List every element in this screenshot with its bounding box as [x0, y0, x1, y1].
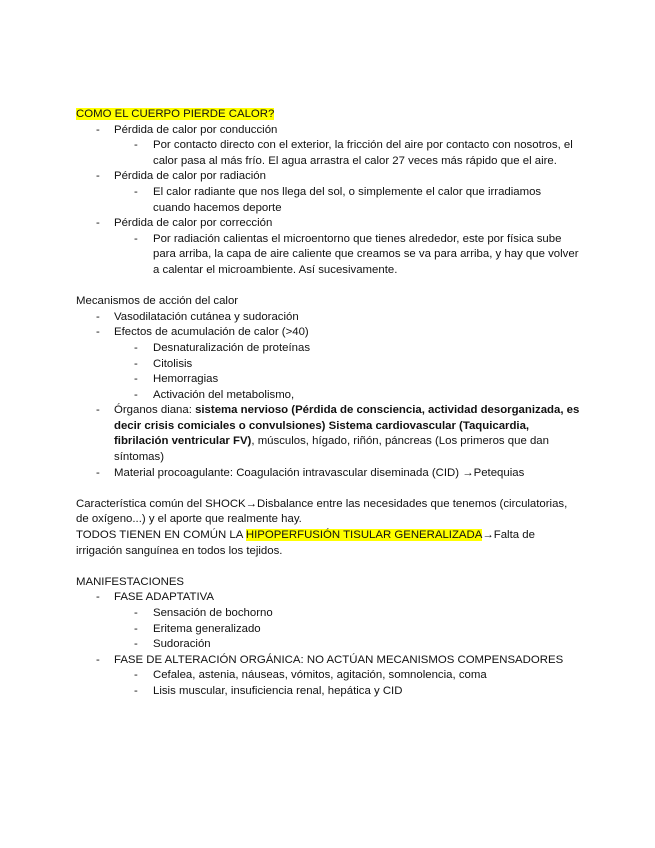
section-heading: Mecanismos de acción del calor	[76, 295, 239, 308]
sub-list-item: - Citolisis	[134, 357, 193, 370]
list-item: - Órganos diana: sistema nervioso (Pérdida de consciencia, actividad desorganizada, es decir crisis comiciales o convulsiones) Sistema cardiovascular (Taquicardia, fibrilación ventricular FV), músculos, hígado, riñón, páncreas (Los primeros que dan síntomas)	[96, 404, 580, 464]
section-heading	[76, 107, 581, 123]
section-heading: MANIFESTACIONES	[76, 575, 185, 588]
list-item: - FASE DE ALTERACIÓN ORGÁNICA: NO ACTÚAN MECANISMOS COMPENSADORES	[96, 653, 564, 666]
paragraph: TODOS TIENEN EN COMÚN LA HIPOPERFUSIÓN TISULAR GENERALIZADA→Falta de irrigación sanguínea en todos los tejidos.	[76, 529, 535, 557]
list-item: - Material procoagulante: Coagulación intravascular diseminada (CID) →Petequias	[96, 466, 525, 479]
sub-list-item: - Cefalea, astenia, náuseas, vómitos, agitación, somnolencia, coma	[134, 669, 487, 682]
paragraph: Característica común del SHOCK→Disbalance entre las necesidades que tenemos (circulatorias, de oxígeno...) y el aporte que realmente hay.	[76, 497, 568, 526]
sub-list-item: - Eritema generalizado	[134, 622, 261, 635]
heat-mechanisms-list	[76, 310, 581, 482]
manifestations-list	[76, 590, 581, 699]
bold-text: sistema nervioso (Pérdida de consciencia, actividad desorganizada, es decir crisis comiciales o convulsiones) Sistema cardiovascular (Taquicardia, fibrilación ventricular FV)	[114, 404, 580, 448]
highlighted-text: HIPOPERFUSIÓN TISULAR GENERALIZADA	[245, 529, 483, 542]
sub-list-item: - Por radiación calientas el microentorno que tienes alrededor, este por física sube para arriba, la capa de aire caliente que creamos se va para arriba, y hay que volver a calentar el microambiente. Así sucesivamente.	[134, 232, 579, 276]
sub-list-item: - Lisis muscular, insuficiencia renal, hepática y CID	[134, 684, 403, 697]
list-item: - Pérdida de calor por corrección	[96, 217, 273, 230]
sub-list-item: - Activación del metabolismo,	[134, 388, 295, 401]
highlighted-heading: COMO EL CUERPO PIERDE CALOR?	[76, 108, 275, 120]
sub-list-item: - Sudoración	[134, 638, 211, 651]
sub-list-item: - Por contacto directo con el exterior, la fricción del aire por contacto con nosotros, el calor pasa al más frío. El agua arrastra el calor 27 veces más rápido que el aire.	[134, 139, 573, 167]
list-item: - Vasodilatación cutánea y sudoración	[96, 310, 299, 323]
list-item: - Pérdida de calor por conducción	[96, 123, 278, 136]
sub-list-item: - Sensación de bochorno	[134, 607, 273, 619]
heat-loss-list	[76, 123, 581, 279]
document-page	[76, 107, 581, 700]
sub-list-item: - El calor radiante que nos llega del sol, o simplemente el calor que irradiamos cuando hacemos deporte	[134, 185, 542, 214]
list-item: - Pérdida de calor por radiación	[96, 170, 266, 183]
sub-list-item: - Hemorragias	[134, 373, 219, 386]
sub-list-item: - Desnaturalización de proteínas	[134, 341, 311, 354]
list-item: - Efectos de acumulación de calor (>40)	[96, 326, 309, 339]
list-item: - FASE ADAPTATIVA	[96, 591, 215, 604]
